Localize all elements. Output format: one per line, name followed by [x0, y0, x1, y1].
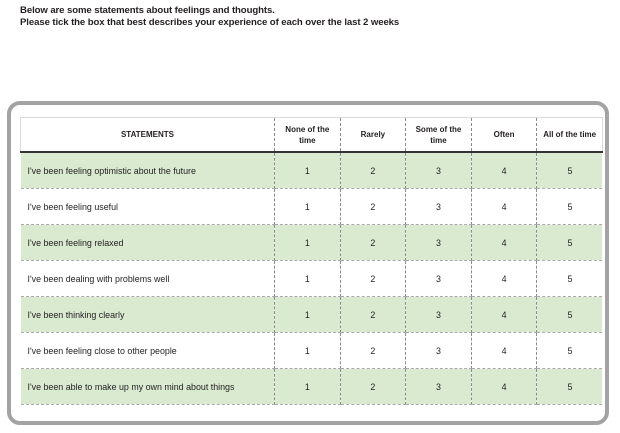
instructions-line-1: Below are some statements about feelings and thoughts.	[20, 5, 275, 16]
option-often[interactable]: 4	[471, 297, 537, 333]
option-none-of-the-time[interactable]: 1	[275, 189, 341, 225]
option-none-of-the-time[interactable]: 1	[275, 333, 341, 369]
table-row	[21, 261, 603, 297]
option-often[interactable]: 4	[471, 189, 537, 225]
header-some-of-the-time: Some of the time	[406, 118, 472, 153]
table-row	[21, 333, 603, 369]
statement-text: I've been dealing with problems well	[21, 261, 275, 297]
option-none-of-the-time[interactable]: 1	[275, 261, 341, 297]
option-all-of-the-time[interactable]: 5	[537, 261, 603, 297]
option-some-of-the-time[interactable]: 3	[406, 189, 472, 225]
header-row	[21, 118, 603, 153]
statement-text: I've been feeling relaxed	[21, 225, 275, 261]
option-all-of-the-time[interactable]: 5	[537, 297, 603, 333]
option-often[interactable]: 4	[471, 152, 537, 189]
option-all-of-the-time[interactable]: 5	[537, 369, 603, 405]
option-all-of-the-time[interactable]: 5	[537, 152, 603, 189]
header-statements: STATEMENTS	[21, 118, 275, 153]
option-some-of-the-time[interactable]: 3	[406, 152, 472, 189]
option-often[interactable]: 4	[471, 225, 537, 261]
table-row	[21, 152, 603, 189]
option-all-of-the-time[interactable]: 5	[537, 333, 603, 369]
option-rarely[interactable]: 2	[340, 333, 406, 369]
table-row	[21, 225, 603, 261]
statement-text: I've been feeling useful	[21, 189, 275, 225]
table-row	[21, 189, 603, 225]
option-all-of-the-time[interactable]: 5	[537, 189, 603, 225]
statement-text: I've been thinking clearly	[21, 297, 275, 333]
option-rarely[interactable]: 2	[340, 369, 406, 405]
questionnaire-table	[20, 117, 603, 405]
statement-text: I've been feeling close to other people	[21, 333, 275, 369]
instructions	[20, 5, 610, 29]
option-rarely[interactable]: 2	[340, 297, 406, 333]
option-none-of-the-time[interactable]: 1	[275, 369, 341, 405]
option-often[interactable]: 4	[471, 261, 537, 297]
table-row	[21, 297, 603, 333]
statement-text: I've been able to make up my own mind about things	[21, 369, 275, 405]
header-rarely: Rarely	[340, 118, 406, 153]
option-some-of-the-time[interactable]: 3	[406, 297, 472, 333]
option-some-of-the-time[interactable]: 3	[406, 333, 472, 369]
instructions-line-2: Please tick the box that best describes your experience of each over the last 2 weeks	[20, 17, 400, 28]
option-none-of-the-time[interactable]: 1	[275, 297, 341, 333]
header-all-of-the-time: All of the time	[537, 118, 603, 153]
option-rarely[interactable]: 2	[340, 152, 406, 189]
option-none-of-the-time[interactable]: 1	[275, 152, 341, 189]
option-rarely[interactable]: 2	[340, 261, 406, 297]
option-all-of-the-time[interactable]: 5	[537, 225, 603, 261]
header-often: Often	[471, 118, 537, 153]
option-often[interactable]: 4	[471, 369, 537, 405]
option-often[interactable]: 4	[471, 333, 537, 369]
table-row	[21, 369, 603, 405]
option-none-of-the-time[interactable]: 1	[275, 225, 341, 261]
option-rarely[interactable]: 2	[340, 225, 406, 261]
statement-text: I've been feeling optimistic about the future	[21, 152, 275, 189]
option-some-of-the-time[interactable]: 3	[406, 369, 472, 405]
option-some-of-the-time[interactable]: 3	[406, 261, 472, 297]
option-rarely[interactable]: 2	[340, 189, 406, 225]
option-some-of-the-time[interactable]: 3	[406, 225, 472, 261]
header-none-of-the-time: None of the time	[275, 118, 341, 153]
